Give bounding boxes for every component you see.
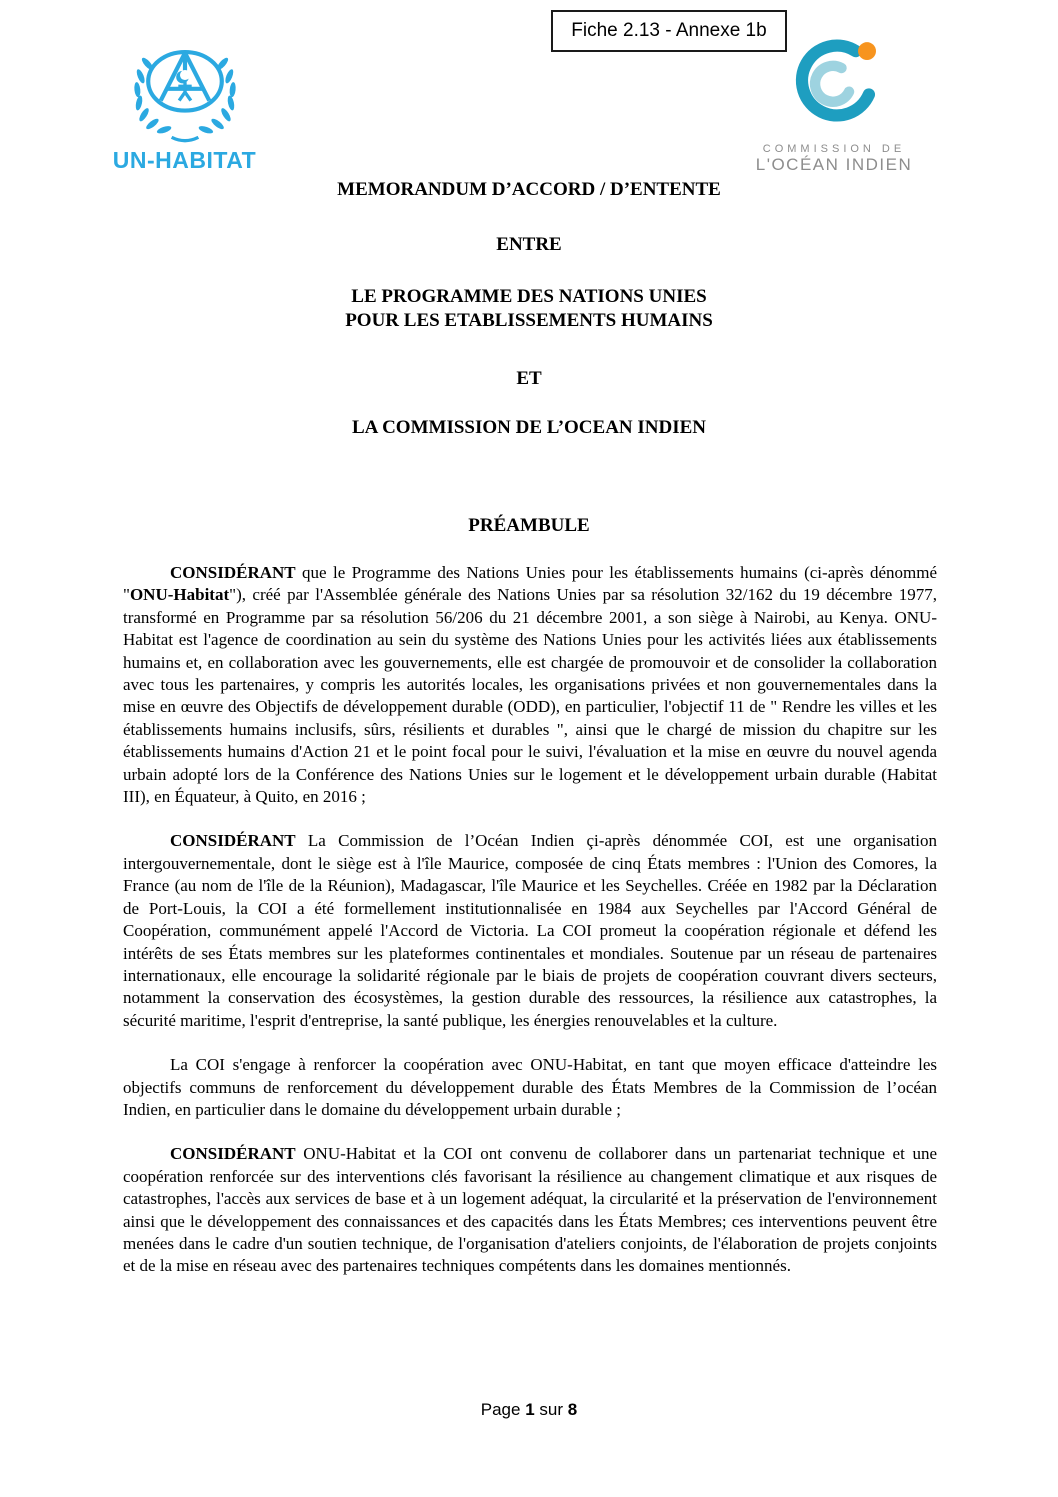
coi-swirl-icon — [782, 123, 886, 140]
preamble-body — [0, 562, 1058, 1278]
title-party1 — [0, 285, 1058, 333]
paragraph-considerant-coi: CONSIDÉRANT La Commission de l’Océan Indien çi-après dénommée COI, est une organisation intergouvernementale, dont le siège est à l'île Maurice, composée de cinq États membres : l'Union des Comores, la France (au nom de l'île de la Réunion), Madagascar, l'île Maurice et les Seychelles. Créée en 1982 par la Déclaration de Port-Louis, la COI a été formellement institutionnalisée en 1984 aux Seychelles par l'Accord Général de Coopération, communément appelé l'Accord de Victoria. La COI promeut la coopération régionale et défend les intérêts de ses États membres sur les plateformes continentales et mondiales. Soutenue par un réseau de partenaires internationaux, elle encourage la solidarité régionale par le biais de projets de coopération couvrant divers secteurs, notamment la conservation des écosystèmes, la gestion durable des ressources, la résilience aux catastrophes, la sécurité maritime, l'esprit d'entreprise, la santé publique, les énergies renouvelables et la culture. — [123, 831, 937, 1030]
title-et: ET — [516, 368, 542, 389]
coi-caption-line1: COMMISSION DE — [762, 143, 906, 155]
coi-logo — [744, 36, 924, 175]
title-preambule: PRÉAMBULE — [468, 515, 590, 536]
paragraph-considerant-onu-habitat: CONSIDÉRANT que le Programme des Nations Unies pour les établissements humains (ci-après dénommé "ONU-Habitat"), créé par l'Assemblée générale des Nations Unies par sa résolution 32/162 du 19 décembre 1977, transformé en Programme par sa résolution 56/206 du 21 décembre 2001, a son siège à Nairobi, au Kenya. ONU-Habitat est l'agence de coordination au sein du système des Nations Unies pour les activités liées aux établissements humains et, en collaboration avec les gouvernements, elle est chargée de promouvoir et de consolider la collaboration avec tous les partenaires, y compris les autorités locales, les organisations privées et non gouvernementales dans la mise en œuvre des Objectifs de développement durable (ODD), en particulier, l'objectif 11 de " Rendre les villes et les établissements humains inclusifs, sûrs, résilients et durables ", ainsi que le chargé de mission du chapitre sur les établissements humains d'Action 21 et le point focal pour le suivi, l'évaluation et la mise en œuvre du nouvel agenda urbain adopté lors de la Conférence des Nations Unies sur le logement et le développement urbain durable (Habitat III), en Équateur, à Quito, en 2016 ; — [123, 563, 937, 807]
title-block — [0, 179, 1058, 537]
fiche-annexe-label: Fiche 2.13 - Annexe 1b — [571, 20, 767, 41]
paragraph-coi-engagement: La COI s'engage à renforcer la coopération avec ONU-Habitat, en tant que moyen efficace d'atteindre les objectifs communs de renforcement du développement durable des États Membres de la Commission de l’océan Indien, en particulier dans le domaine du développement urbain durable ; — [123, 1055, 937, 1119]
footer-total-pages: 8 — [567, 1400, 578, 1419]
title-party1-line1: LE PROGRAMME DES NATIONS UNIES — [351, 286, 707, 307]
title-entre: ENTRE — [496, 234, 562, 255]
un-habitat-logo — [112, 42, 257, 174]
page-footer — [0, 1400, 1058, 1420]
coi-caption-line2: L'OCÉAN INDIEN — [755, 155, 913, 174]
footer-current-page: 1 — [525, 1400, 535, 1419]
title-party2: LA COMMISSION DE L’OCEAN INDIEN — [351, 417, 707, 438]
footer-separator: sur — [539, 1400, 564, 1419]
page-header — [0, 0, 1058, 174]
un-habitat-wordmark: UN-HABITAT — [112, 147, 257, 173]
title-party1-line2: POUR LES ETABLISSEMENTS HUMAINS — [345, 310, 713, 331]
document-title: MEMORANDUM D’ACCORD / D’ENTENTE — [337, 179, 721, 200]
footer-page-prefix: Page — [480, 1400, 521, 1419]
un-habitat-emblem-icon — [126, 131, 244, 148]
paragraph-considerant-partenariat: CONSIDÉRANT ONU-Habitat et la COI ont convenu de collaborer dans un partenariat technique et une coopération renforcée sur des interventions clés favorisant la résilience au changement climatique et aux risques de catastrophes, l'accès aux services de base et à un logement adéquat, la circularité et la préservation de l'environnement ainsi que le développement des connaissances et des capacités dans les États Membres; ces interventions peuvent être menées dans le cadre d'un soutien technique, de l'organisation d'ateliers conjoints, de l'élaboration de projets conjoints et de la mise en réseau avec des partenaires techniques compétents dans les domaines mentionnés. — [123, 1144, 937, 1276]
